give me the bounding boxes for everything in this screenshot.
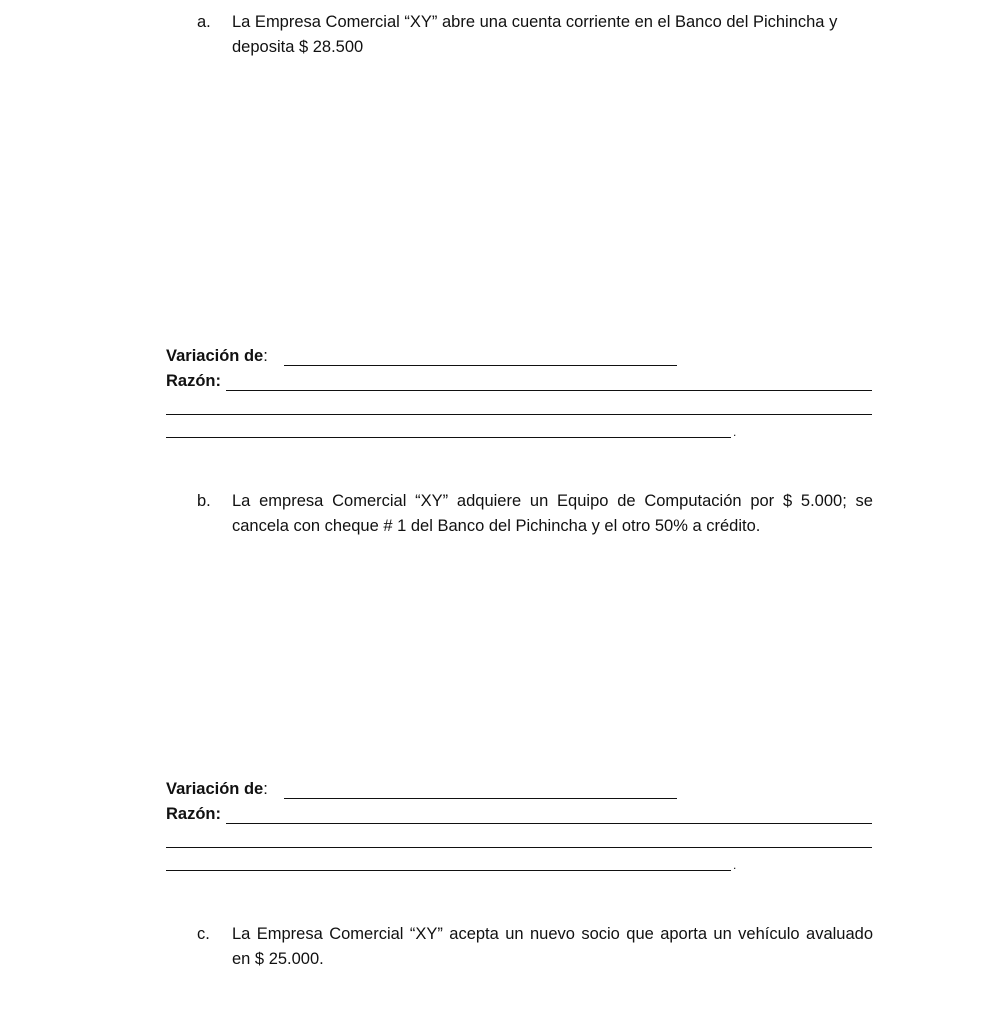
variation-answer-line[interactable] (284, 798, 677, 799)
exercise-marker: c. (197, 925, 210, 943)
end-period: . (733, 858, 737, 872)
exercise-statement: La Empresa Comercial “XY” acepta un nuevo socio que aporta un vehículo avaluado en $ 25.000. (232, 925, 873, 968)
exercise-marker: b. (197, 492, 211, 510)
exercise-marker: a. (197, 13, 211, 31)
variation-label: Variación de: (166, 780, 268, 798)
answer-block-a (166, 345, 874, 445)
exercise-c (197, 922, 873, 971)
exercise-statement: La Empresa Comercial “XY” abre una cuenta corriente en el Banco del Pichincha y deposita $ 28.500 (232, 13, 838, 56)
reason-label: Razón: (166, 372, 221, 390)
reason-answer-line-3[interactable] (166, 870, 731, 871)
reason-answer-line-1[interactable] (226, 390, 872, 391)
end-period: . (733, 425, 737, 439)
reason-answer-line-1[interactable] (226, 823, 872, 824)
reason-answer-line-2[interactable] (166, 414, 872, 415)
variation-label: Variación de: (166, 347, 268, 365)
exercise-b (197, 489, 873, 538)
answer-block-b (166, 778, 874, 878)
variation-answer-line[interactable] (284, 365, 677, 366)
reason-answer-line-2[interactable] (166, 847, 872, 848)
exercise-a (197, 10, 873, 59)
exercise-statement: La empresa Comercial “XY” adquiere un Equipo de Computación por $ 5.000; se cancela con cheque # 1 del Banco del Pichincha y el otro 50% a crédito. (232, 492, 873, 535)
reason-answer-line-3[interactable] (166, 437, 731, 438)
reason-label: Razón: (166, 805, 221, 823)
